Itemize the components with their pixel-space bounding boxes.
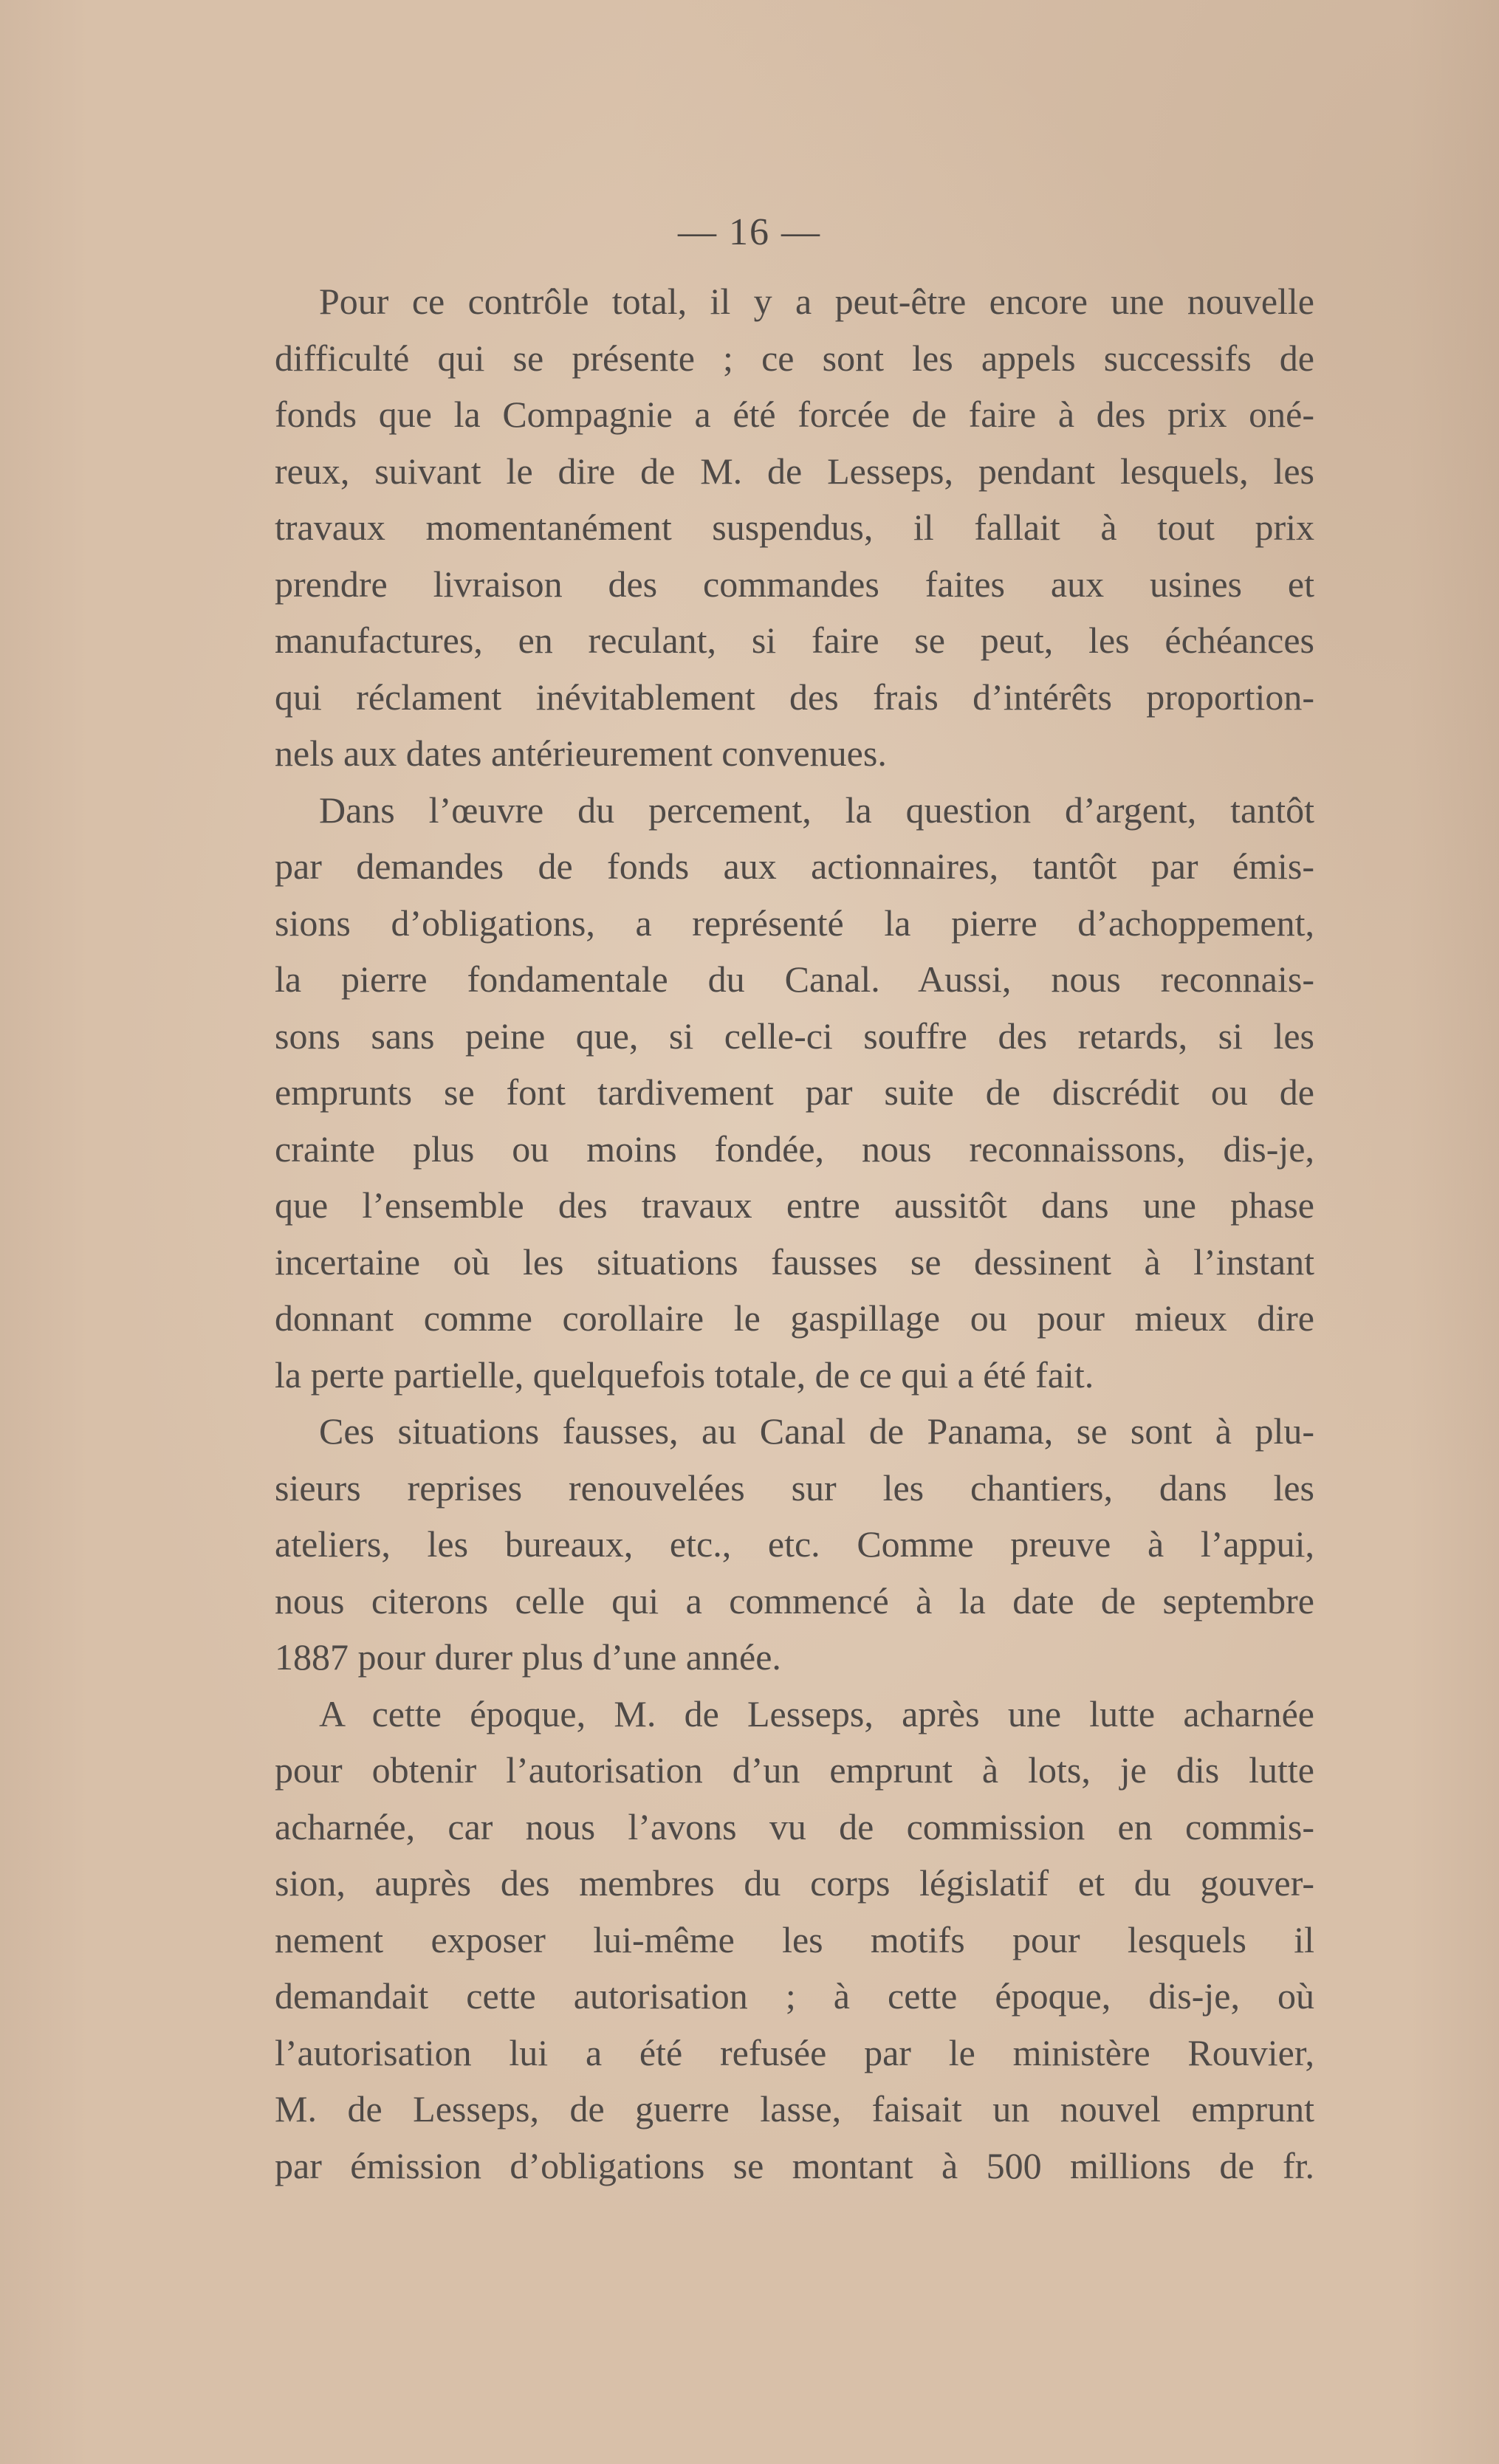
text-line: demandait cette autorisation ; à cette époque, dis-je, où — [275, 1975, 1314, 2017]
text-line: Ces situations fausses, au Canal de Panama, se sont à plu- — [319, 1410, 1314, 1452]
text-line: nous citerons celle qui a commencé à la date de septembre — [275, 1579, 1314, 1621]
text-line: pour obtenir l’autorisation d’un emprunt à lots, je dis lutte — [275, 1749, 1314, 1791]
text-line: par demandes de fonds aux actionnaires, tantôt par émis- — [275, 845, 1314, 887]
text-line: A cette époque, M. de Lesseps, après une lutte acharnée — [319, 1692, 1314, 1734]
text-line: manufactures, en reculant, si faire se peut, les échéances — [275, 620, 1314, 661]
text-line: crainte plus ou moins fondée, nous reconnaissons, dis-je, — [275, 1128, 1314, 1170]
text-line: reux, suivant le dire de M. de Lesseps, pendant lesquels, les — [275, 450, 1314, 492]
text-line: emprunts se font tardivement par suite de discrédit ou de — [275, 1071, 1314, 1113]
text-line: donnant comme corollaire le gaspillage ou pour mieux dire — [275, 1297, 1314, 1339]
body-text — [275, 273, 1314, 2194]
text-line: travaux momentanément suspendus, il fallait à tout prix — [275, 507, 1314, 548]
text-line: Pour ce contrôle total, il y a peut-être encore une nouvelle — [319, 281, 1314, 322]
text-line: prendre livraison des commandes faites aux usines et — [275, 563, 1314, 605]
text-line: difficulté qui se présente ; ce sont les appels successifs de — [275, 337, 1314, 379]
text-line: acharnée, car nous l’avons vu de commission en commis- — [275, 1805, 1314, 1847]
text-line: ateliers, les bureaux, etc., etc. Comme preuve à l’appui, — [275, 1523, 1314, 1565]
text-line: par émission d’obligations se montant à 500 millions de fr. — [275, 2144, 1314, 2186]
text-line: nels aux dates antérieurement convenues. — [275, 732, 887, 774]
text-line: sion, auprès des membres du corps législatif et du gouver- — [275, 1862, 1314, 1904]
text-line: Dans l’œuvre du percement, la question d’argent, tantôt — [319, 789, 1314, 831]
page-number: — 16 — — [678, 211, 821, 253]
text-line: que l’ensemble des travaux entre aussitôt dans une phase — [275, 1184, 1314, 1226]
text-line: nement exposer lui-même les motifs pour lesquels il — [275, 1918, 1314, 1960]
text-line: 1887 pour durer plus d’une année. — [275, 1636, 781, 1678]
text-line: sons sans peine que, si celle-ci souffre des retards, si les — [275, 1015, 1314, 1057]
text-line: l’autorisation lui a été refusée par le ministère Rouvier, — [275, 2031, 1314, 2073]
text-line: sieurs reprises renouvelées sur les chantiers, dans les — [275, 1466, 1314, 1509]
text-line: incertaine où les situations fausses se dessinent à l’instant — [275, 1240, 1314, 1283]
text-line: sions d’obligations, a représenté la pierre d’achoppement, — [275, 902, 1314, 944]
text-line: la perte partielle, quelquefois totale, de ce qui a été fait. — [275, 1353, 1094, 1396]
text-line: fonds que la Compagnie a été forcée de faire à des prix oné- — [275, 394, 1314, 435]
text-line: qui réclament inévitablement des frais d’intérêts proportion- — [275, 676, 1314, 718]
text-line: M. de Lesseps, de guerre lasse, faisait un nouvel emprunt — [275, 2088, 1314, 2130]
text-line: la pierre fondamentale du Canal. Aussi, nous reconnais- — [275, 958, 1314, 1000]
